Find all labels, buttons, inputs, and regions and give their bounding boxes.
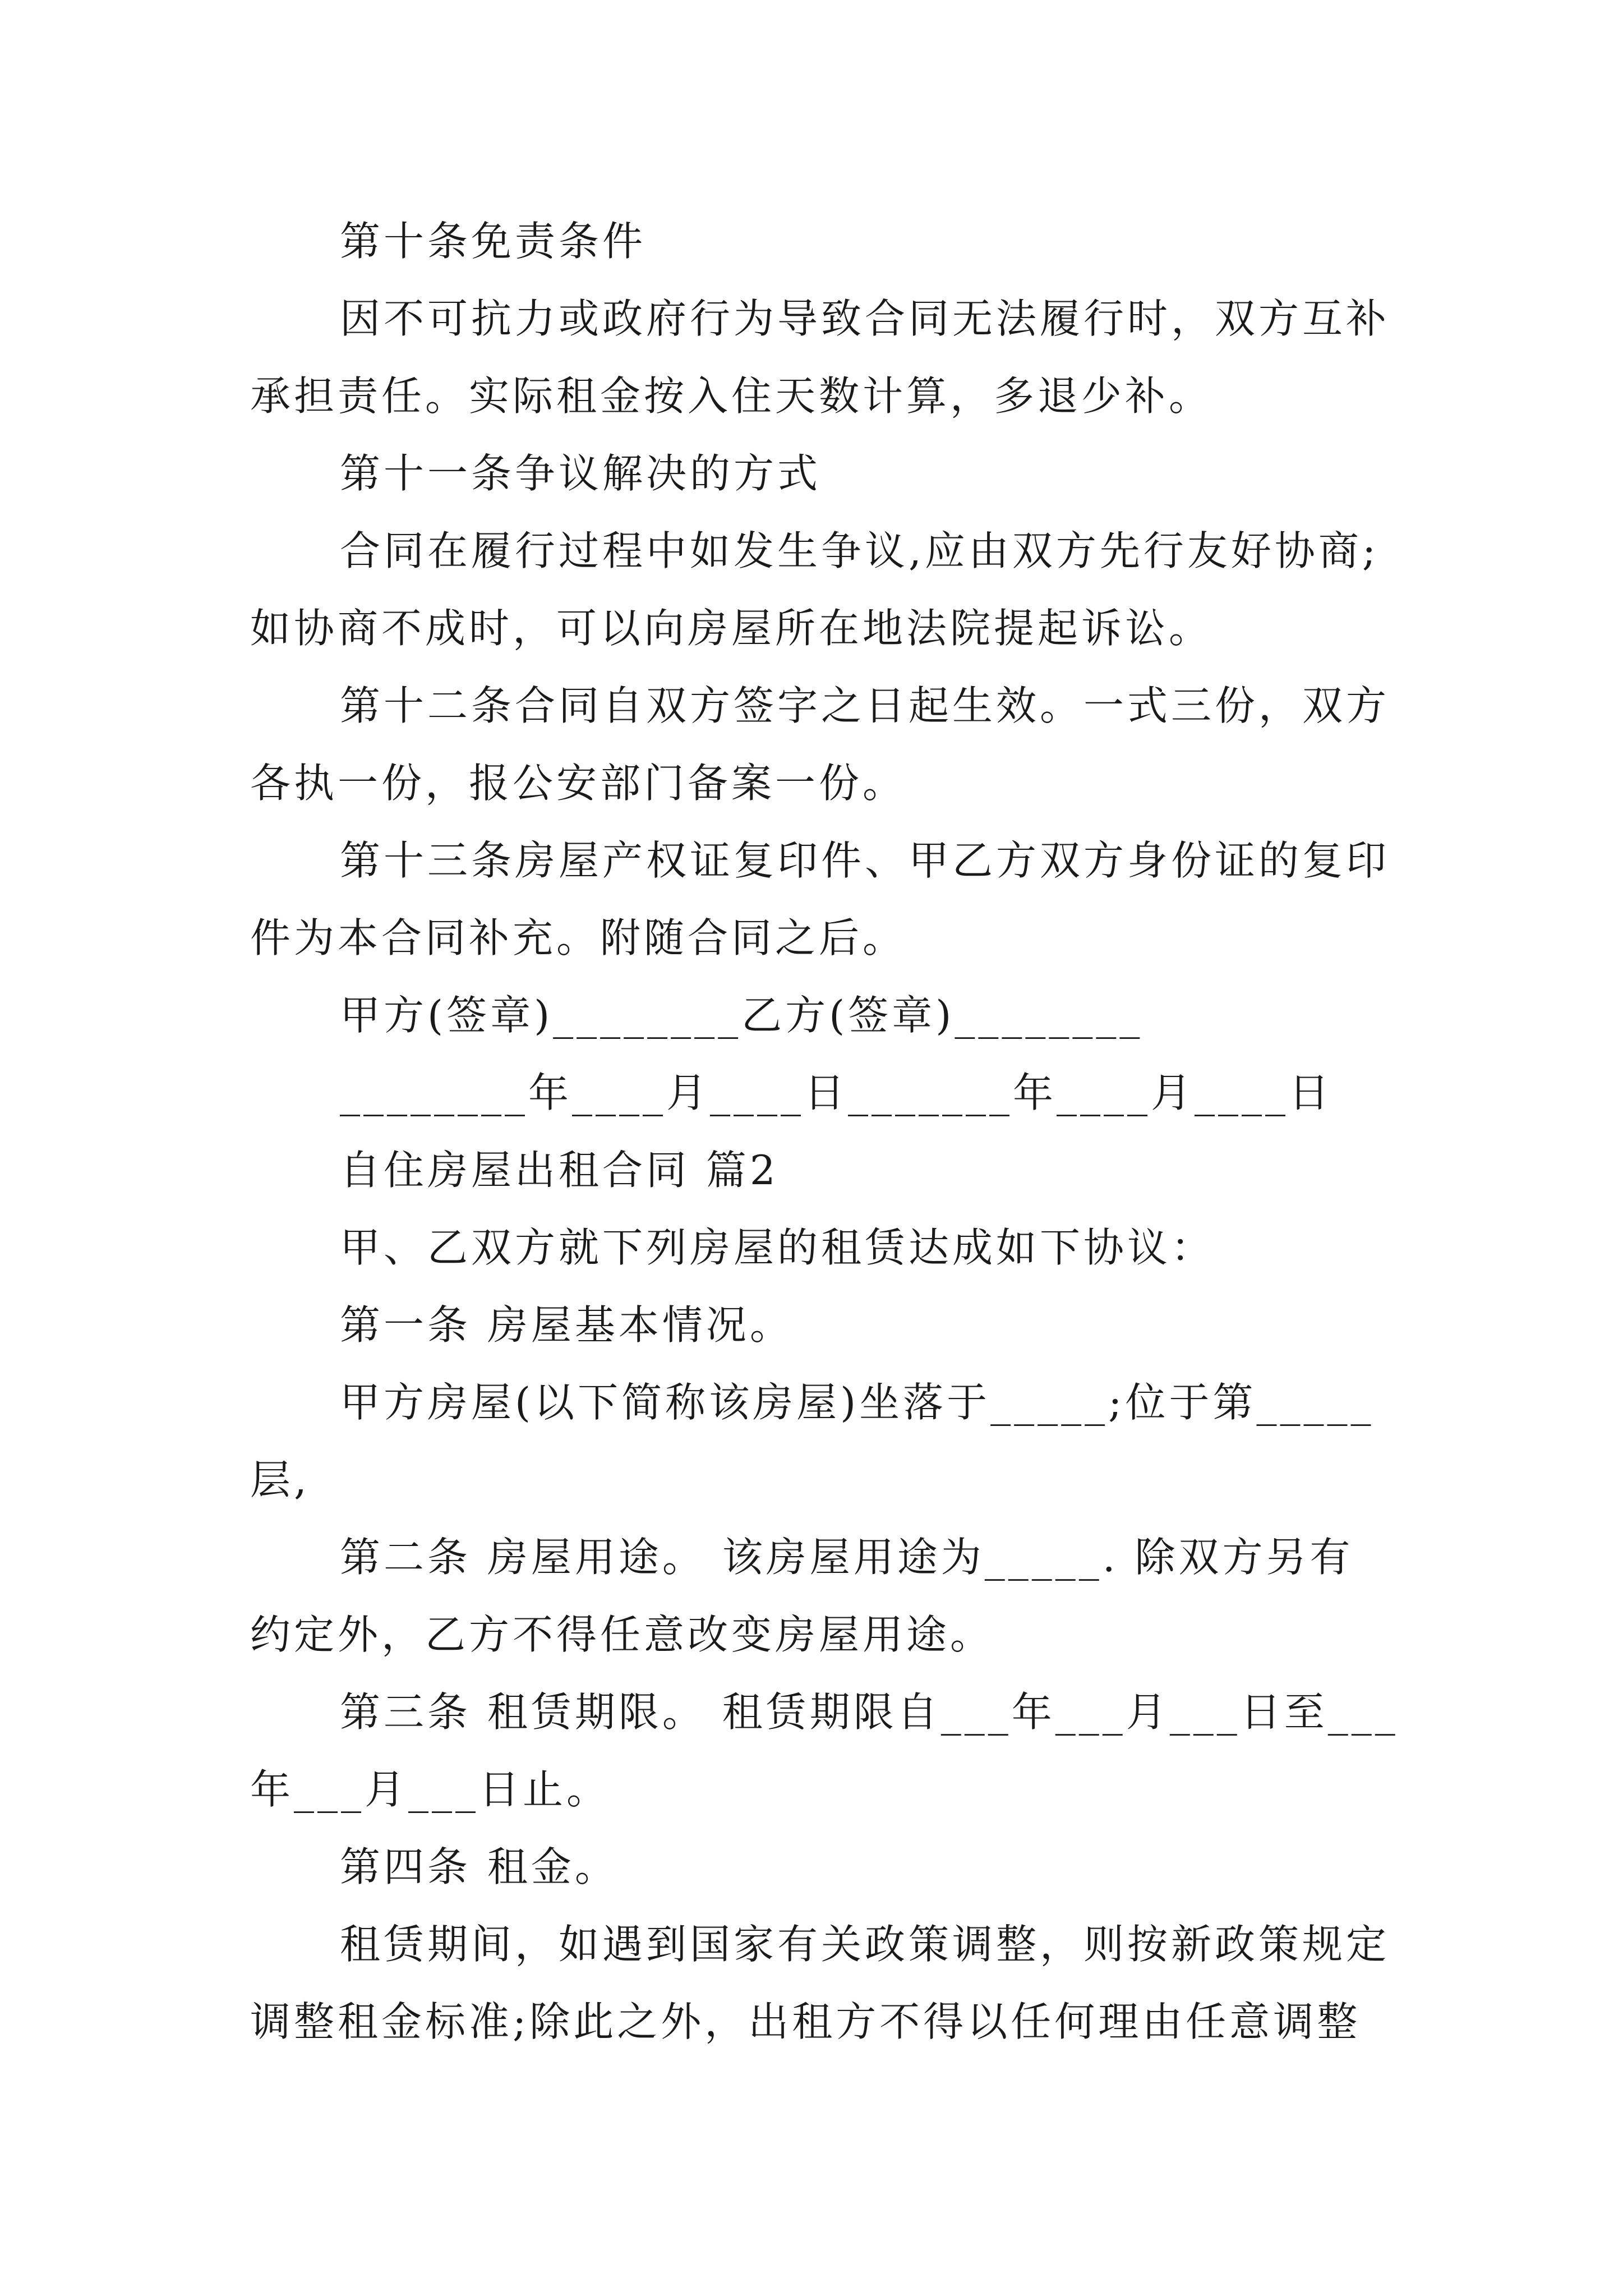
date-line: ________年____月____日_______年____月____日: [340, 1069, 1332, 1116]
article-11-text-line-2: 如协商不成时，可以向房屋所在地法院提起诉讼。: [250, 605, 1213, 652]
c2-article-2-text-line-2: 约定外，乙方不得任意改变房屋用途。: [250, 1611, 994, 1658]
article-10-text-line-2: 承担责任。实际租金按入住天数计算，多退少补。: [250, 372, 1213, 420]
article-12-text-line-2: 各执一份，报公安部门备案一份。: [250, 760, 907, 807]
article-13-text-line-1: 第十三条房屋产权证复印件、甲乙方双方身份证的复印: [340, 837, 1390, 884]
c2-article-3-text-line-2: 年___月___日止。: [250, 1766, 611, 1813]
article-10-heading: 第十条免责条件: [340, 218, 647, 265]
c2-article-1-heading: 第一条 房屋基本情况。: [340, 1301, 794, 1349]
article-11-heading: 第十一条争议解决的方式: [340, 450, 822, 497]
c2-article-2-text-line-1: 第二条 房屋用途。 该房屋用途为_____. 除双方另有: [340, 1534, 1354, 1581]
article-12-text-line-1: 第十二条合同自双方签字之日起生效。一式三份，双方: [340, 682, 1390, 729]
contract-2-intro: 甲、乙双方就下列房屋的租赁达成如下协议：: [340, 1224, 1215, 1271]
c2-article-3-text-line-1: 第三条 租赁期限。 租赁期限自___年___月___日至___: [340, 1688, 1399, 1736]
c2-article-1-text-line-1: 甲方房屋(以下简称该房屋)坐落于_____;位于第_____: [340, 1379, 1375, 1426]
article-10-text-line-1: 因不可抗力或政府行为导致合同无法履行时，双方互补: [340, 295, 1390, 342]
signature-line: 甲方(签章)________乙方(签章)________: [340, 992, 1144, 1039]
c2-article-4-text-line-1: 租赁期间，如遇到国家有关政策调整，则按新政策规定: [340, 1921, 1390, 1968]
c2-article-1-text-line-2: 层,: [250, 1456, 310, 1503]
article-11-text-line-1: 合同在履行过程中如发生争议,应由双方先行友好协商;: [340, 527, 1380, 574]
c2-article-4-heading: 第四条 租金。: [340, 1843, 619, 1890]
c2-article-4-text-line-2: 调整租金标准;除此之外，出租方不得以任何理由任意调整: [250, 1998, 1361, 2045]
contract-2-title: 自住房屋出租合同 篇2: [340, 1147, 779, 1194]
article-13-text-line-2: 件为本合同补充。附随合同之后。: [250, 914, 907, 961]
